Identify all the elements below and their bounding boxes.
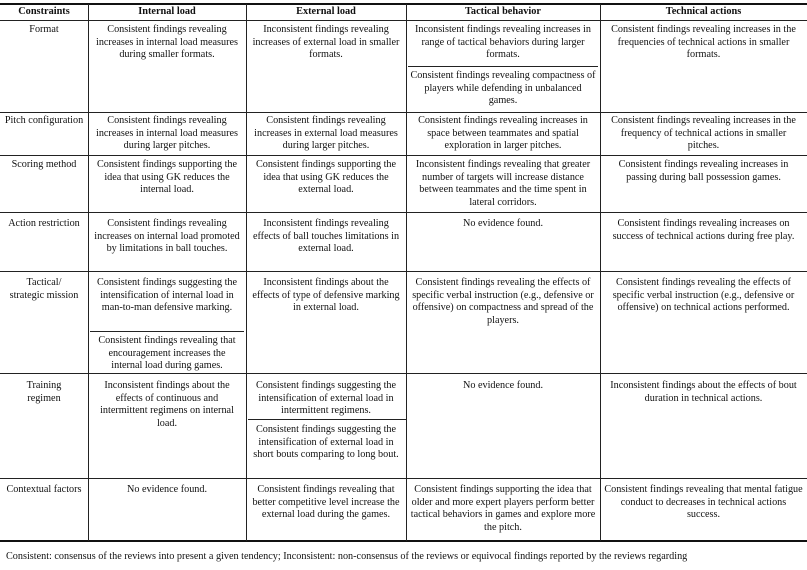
row-label-training-regimen: Training regimen: [26, 380, 62, 404]
cell-external-load: Inconsistent findings revealing increases of external load in smaller formats.: [252, 24, 400, 61]
row-rule: [0, 212, 807, 213]
cell-technical-actions: Consistent findings revealing that mental fatigue conduct to decreases in technical actions success.: [604, 484, 803, 521]
row-label-contextual-factors: Contextual factors: [6, 484, 82, 495]
cell-technical-actions: Consistent findings revealing increases in the frequency of technical actions in smaller pitches.: [611, 115, 796, 152]
cell-technical-actions: Inconsistent findings about the effects of bout duration in technical actions.: [610, 380, 797, 404]
cell-internal-load: Consistent findings revealing increases on internal load promoted by limitations in ball touches.: [94, 218, 240, 255]
cell-internal-load: No evidence found.: [126, 484, 208, 495]
cell-tactical-behavior: No evidence found.: [462, 380, 544, 391]
subcell-rule: [90, 331, 244, 332]
subcell-rule: [408, 66, 598, 67]
cell-external-load: Consistent findings revealing increases in external load measures during larger pitches.: [254, 115, 398, 152]
cell-technical-actions: Consistent findings revealing the effects of specific verbal instruction (e.g., defensive or offensive) on technical actions performed.: [612, 277, 795, 314]
column-rule: [88, 4, 89, 541]
cell-internal-load: Consistent findings revealing that encouragement increases the internal load during games.: [98, 335, 236, 372]
header-rule: [0, 20, 807, 21]
cell-tactical-behavior: No evidence found.: [462, 218, 544, 229]
table-bottom-rule: [0, 540, 807, 542]
cell-tactical-behavior: Consistent findings supporting the idea that older and more expert players perform better tactical behaviors in games and explore more the pitch.: [410, 484, 596, 533]
row-label-tactical-strategic-mission: Tactical/ strategic mission: [9, 277, 79, 301]
header-external-load: External load: [296, 6, 356, 17]
cell-technical-actions: Consistent findings revealing increases on success of technical actions during free play.: [612, 218, 795, 242]
row-rule: [0, 478, 807, 479]
row-rule: [0, 373, 807, 374]
row-rule: [0, 155, 807, 156]
cell-internal-load: Inconsistent findings about the effects of continuous and intermittent regimens on internal load.: [100, 380, 234, 429]
row-label-scoring-method: Scoring method: [11, 159, 77, 170]
cell-technical-actions: Consistent findings revealing increases in passing during ball possession games.: [618, 159, 789, 183]
row-label-pitch-configuration: Pitch configuration: [4, 115, 84, 126]
table-footnote: Consistent: consensus of the reviews into present a given tendency; Inconsistent: non-consensus of the reviews or equivocal findings reported by the reviews regarding: [6, 551, 688, 562]
row-rule: [0, 112, 807, 113]
row-rule: [0, 271, 807, 272]
cell-tactical-behavior: Consistent findings revealing increases in space between teammates and spatial exploration in larger pitches.: [418, 115, 588, 152]
cell-external-load: Inconsistent findings about the effects of type of defensive marking in external load.: [252, 277, 400, 314]
cell-tactical-behavior: Consistent findings revealing the effects of specific verbal instruction (e.g., defensive or offensive) on compactness and spread of the players.: [412, 277, 594, 326]
cell-external-load: Consistent findings suggesting the intensification of external load in short bouts comparing to long bout.: [253, 424, 399, 461]
cell-external-load: Inconsistent findings revealing effects of ball touches limitations in external load.: [252, 218, 400, 255]
subcell-rule: [248, 419, 406, 420]
table-top-rule: [0, 3, 807, 5]
cell-internal-load: Consistent findings suggesting the intensification of internal load in man-to-man defensive marking.: [96, 277, 238, 314]
cell-tactical-behavior: Inconsistent findings revealing increases in range of tactical behaviors during larger formats.: [415, 24, 591, 61]
cell-internal-load: Consistent findings supporting the idea that using GK reduces the internal load.: [96, 159, 238, 196]
cell-tactical-behavior: Inconsistent findings revealing that greater number of targets will increase distance between teammates and the time spent in lateral corridors.: [415, 159, 591, 208]
row-label-format: Format: [29, 24, 59, 35]
header-tactical-behavior: Tactical behavior: [465, 6, 541, 17]
cell-external-load: Consistent findings revealing that better competitive level increase the external load during the games.: [252, 484, 400, 521]
cell-internal-load: Consistent findings revealing increases in internal load measures during smaller formats.: [95, 24, 238, 61]
header-technical-actions: Technical actions: [665, 6, 742, 17]
column-rule: [600, 4, 601, 541]
header-constraints: Constraints: [18, 6, 70, 17]
cell-technical-actions: Consistent findings revealing increases in the frequencies of technical actions in smaller formats.: [611, 24, 796, 61]
header-internal-load: Internal load: [138, 6, 196, 17]
cell-tactical-behavior: Consistent findings revealing compactness of players while defending in unbalanced games.: [410, 70, 596, 107]
cell-external-load: Consistent findings suggesting the intensification of external load in intermittent regimens.: [255, 380, 397, 417]
cell-external-load: Consistent findings supporting the idea that using GK reduces the external load.: [255, 159, 397, 196]
row-label-action-restriction: Action restriction: [8, 218, 80, 229]
cell-internal-load: Consistent findings revealing increases in internal load measures during larger pitches.: [95, 115, 238, 152]
